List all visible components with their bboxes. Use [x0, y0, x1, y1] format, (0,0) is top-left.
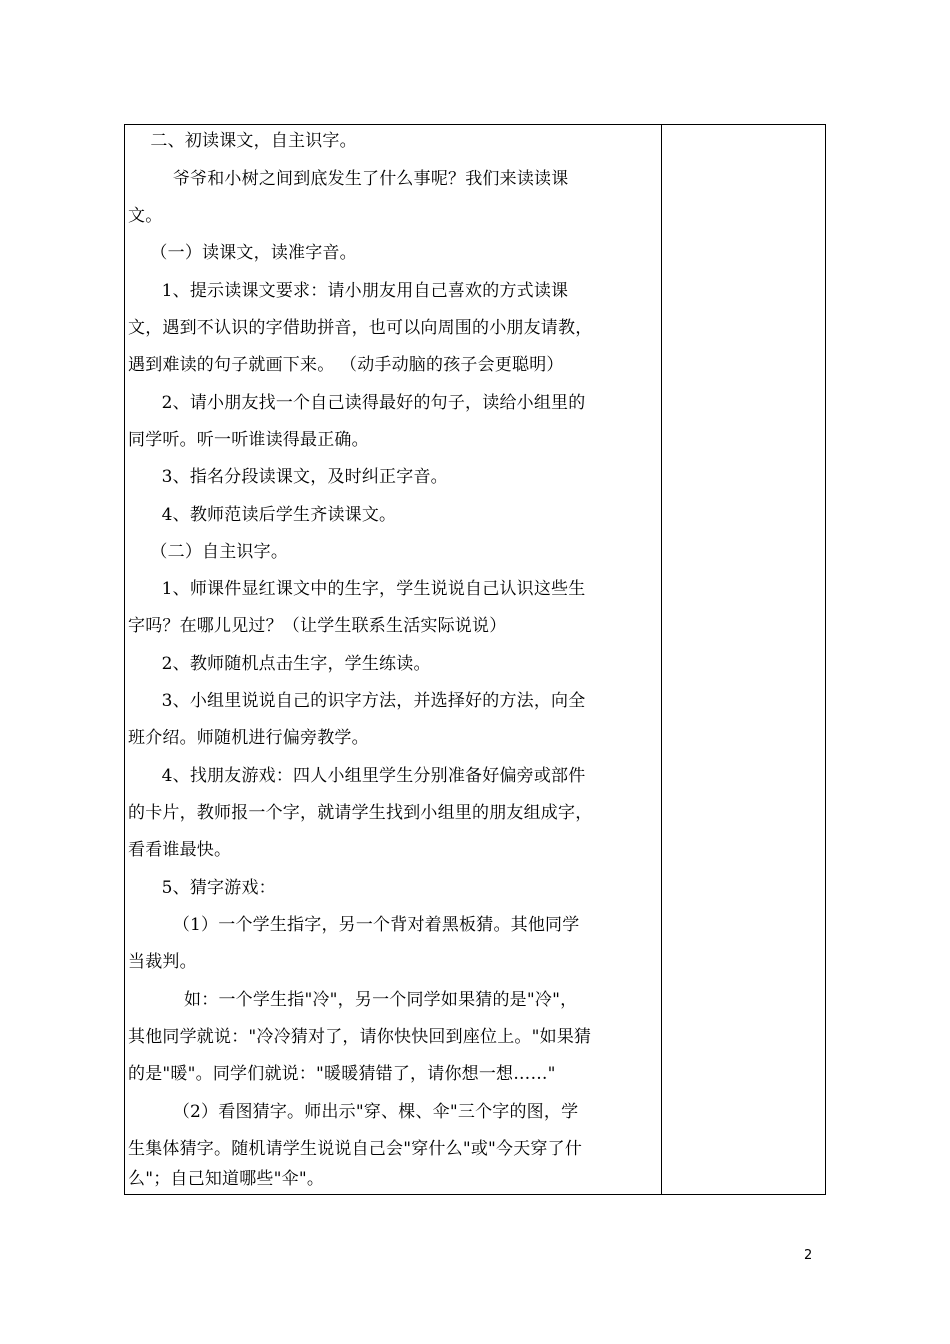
text-line: 么"；自己知道哪些"伞"。 [128, 1169, 325, 1189]
text-line: 遇到难读的句子就画下来。 （动手动脑的孩子会更聪明） [128, 355, 564, 375]
text-line: （二）自主识字。 [128, 542, 289, 562]
text-line: 1、师课件显红课文中的生字，学生说说自己认识这些生 [128, 579, 586, 599]
text-line: 1、提示读课文要求：请小朋友用自己喜欢的方式读课 [128, 281, 569, 301]
notes-cell [662, 125, 825, 1194]
text-line: 2、教师随机点击生字，学生练读。 [128, 654, 431, 674]
text-line: 爷爷和小树之间到底发生了什么事呢？我们来读读课 [128, 169, 569, 189]
text-line: 同学听。听一听谁读得最正确。 [128, 430, 369, 450]
text-line: 2、请小朋友找一个自己读得最好的句子，读给小组里的 [128, 393, 586, 413]
lesson-plan-table [124, 124, 826, 1195]
text-line: 如：一个学生指"冷"，另一个同学如果猜的是"冷"， [128, 990, 578, 1010]
text-line: 3、指名分段读课文，及时纠正字音。 [128, 467, 448, 487]
text-line: 3、小组里说说自己的识字方法，并选择好的方法，向全 [128, 691, 586, 711]
text-line: （1）一个学生指字，另一个背对着黑板猜。其他同学 [128, 915, 580, 935]
text-line: 文。 [128, 206, 163, 226]
text-line: 字吗？在哪儿见过？（让学生联系生活实际说说） [128, 616, 507, 636]
text-line: 当裁判。 [128, 952, 197, 972]
text-line: 文，遇到不认识的字借助拼音，也可以向周围的小朋友请教， [128, 318, 593, 338]
text-line: 生集体猜字。随机请学生说说自己会"穿什么"或"今天穿了什 [128, 1139, 583, 1159]
text-line: 4、教师范读后学生齐读课文。 [128, 505, 397, 525]
text-line: 班介绍。师随机进行偏旁教学。 [128, 728, 369, 748]
page-number: 2 [804, 1248, 813, 1263]
text-line: 的是"暖"。同学们就说："暖暖猜错了，请你想一想……" [128, 1064, 556, 1084]
text-line: （一）读课文，读准字音。 [128, 243, 357, 263]
text-line: 的卡片，教师报一个字，就请学生找到小组里的朋友组成字， [128, 803, 593, 823]
text-line: 看看谁最快。 [128, 840, 232, 860]
text-line: 4、找朋友游戏：四人小组里学生分别准备好偏旁或部件 [128, 766, 586, 786]
text-line: （2）看图猜字。师出示"穿、棵、伞"三个字的图，学 [128, 1102, 579, 1122]
text-line: 5、猜字游戏： [128, 878, 276, 898]
text-line: 其他同学就说："冷冷猜对了，请你快快回到座位上。"如果猜 [128, 1027, 592, 1047]
text-line: 二、初读课文，自主识字。 [128, 131, 357, 151]
